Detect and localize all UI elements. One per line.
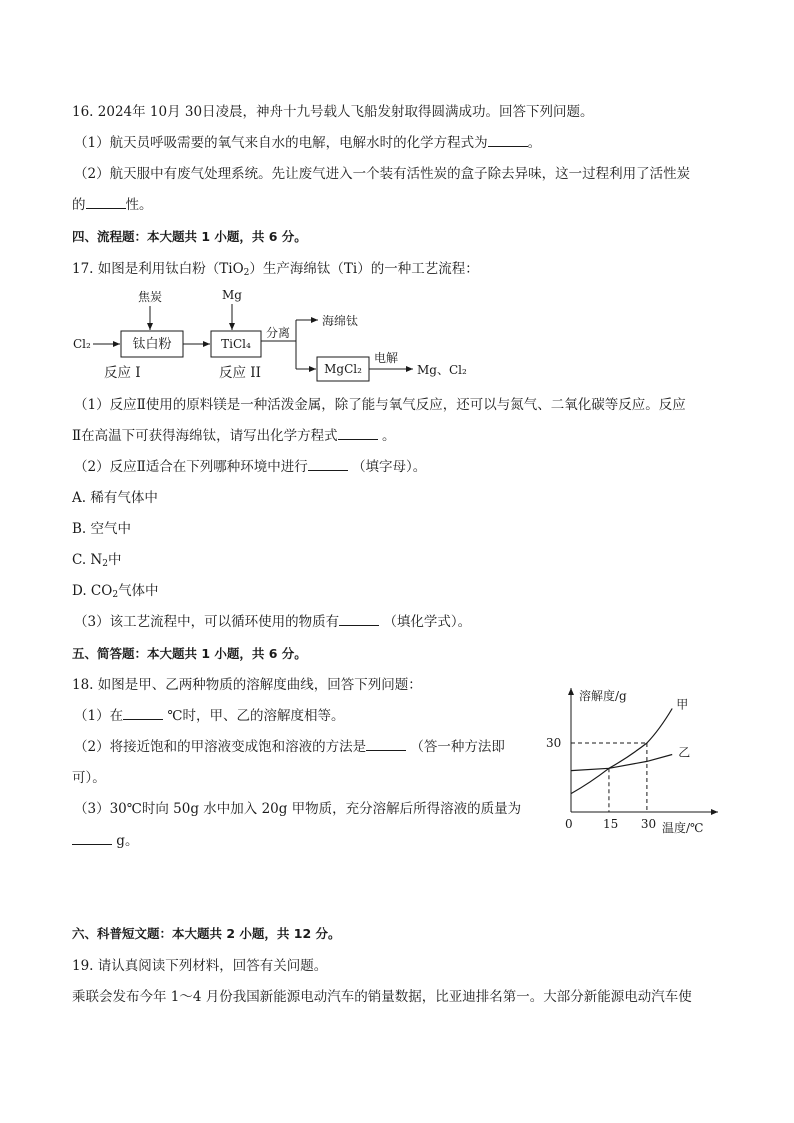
section-5-title: 五、简答题：本大题共 1 小题，共 6 分。	[72, 646, 307, 661]
q17-option-a: A. 稀有气体中	[72, 490, 158, 506]
section-4-title: 四、流程题：本大题共 1 小题，共 6 分。	[72, 229, 307, 244]
flow-box-tio2-label: 钛白粉	[132, 337, 172, 352]
chart-series-1-label: 乙	[678, 745, 691, 760]
answer-blank	[308, 458, 348, 471]
solubility-chart	[540, 680, 730, 840]
chart-y-label: 溶解度/g	[579, 689, 627, 703]
flow-electrolysis: 电解	[373, 351, 399, 365]
q17-part3-end: （填化学式）。	[383, 614, 472, 630]
q17-option-c-sub: 2	[102, 559, 108, 569]
q18-part2	[74, 738, 505, 756]
q18-part3-end: g。	[116, 833, 139, 849]
flow-mg: Mg	[222, 288, 242, 302]
q18-part2-text: （2）将接近饱和的甲溶液变成饱和溶液的方法是	[74, 739, 367, 755]
q19-paragraph: 乘联会发布今年 1～4 月份我国新能源电动汽车的销量数据，比亚迪排名第一。大部分新能源电动汽车使	[72, 989, 692, 1005]
q17-option-c-a: C. N	[72, 552, 103, 568]
answer-blank	[123, 707, 163, 720]
q16-part2-line2	[72, 196, 153, 214]
chart-x-label: 温度/℃	[662, 821, 704, 835]
answer-blank	[366, 738, 406, 751]
q18-part1-end: ℃时，甲、乙的溶解度相等。	[167, 708, 345, 724]
answer-blank	[338, 427, 378, 440]
flow-box-mgcl2-label: MgCl₂	[324, 362, 362, 376]
q17-option-c	[72, 551, 121, 573]
q19-stem: 19. 请认真阅读下列材料，回答有关问题。	[72, 958, 328, 974]
q17-part1-line2	[72, 427, 395, 445]
q18-part2-end: （答一种方法即	[410, 739, 505, 755]
flow-products: Mg、Cl₂	[417, 363, 467, 377]
q18-part3-line2	[72, 832, 138, 850]
chart-x-tick-0: 0	[565, 817, 573, 831]
chart-series-1-line	[571, 755, 672, 771]
chart-x-tick-15: 15	[602, 817, 619, 831]
chart-series-0-label: 甲	[676, 697, 689, 712]
q17-option-d-b: 气体中	[118, 583, 159, 599]
flow-separate: 分离	[265, 326, 291, 340]
q17-part2	[74, 458, 426, 476]
flow-reaction2-label: 反应 II	[219, 365, 261, 381]
q17-part1-end: 。	[381, 428, 396, 444]
q17-part1-text: Ⅱ在高温下可获得海绵钛，请写出化学方程式	[72, 428, 338, 444]
answer-blank	[339, 613, 379, 626]
q17-stem-sub: 2	[243, 268, 250, 278]
answer-blank	[72, 832, 112, 845]
q18-stem: 18. 如图是甲、乙两种物质的溶解度曲线，回答下列问题：	[72, 677, 422, 693]
section-6-title: 六、科普短文题：本大题共 2 小题，共 12 分。	[72, 926, 341, 941]
q16-part1	[74, 134, 541, 152]
q17-part2-text: （2）反应Ⅱ适合在下列哪种环境中进行	[74, 459, 308, 475]
q16-part2-end: 性。	[125, 197, 153, 213]
flow-sponge-ti: 海绵钛	[322, 314, 359, 328]
q17-part3	[74, 613, 471, 631]
q17-stem	[72, 260, 479, 282]
chart-x-tick-30: 30	[640, 817, 657, 831]
flow-coke: 焦炭	[137, 290, 163, 304]
chart-y-tick-30: 30	[546, 736, 562, 750]
chart-series-0-line	[571, 709, 672, 794]
q17-stem-b: ）生产海绵钛（Ti）的一种工艺流程：	[249, 261, 479, 277]
q16-stem: 16. 2024年 10月 30日凌晨，神舟十九号载人飞船发射取得圆满成功。回答下列问题。	[72, 104, 594, 120]
q16-part1-end: 。	[527, 135, 542, 151]
q17-option-c-b: 中	[107, 552, 122, 568]
q16-part2-line1: （2）航天服中有废气处理系统。先让废气进入一个装有活性炭的盒子除去异味，这一过程利用了活性炭	[74, 166, 691, 182]
flow-box-ticl4-label: TiCl₄	[221, 337, 251, 351]
q17-option-b: B. 空气中	[72, 521, 132, 537]
q17-option-d	[72, 582, 159, 604]
q18-part2-line2: 可）。	[72, 770, 106, 786]
q17-option-d-sub: 2	[112, 590, 119, 600]
answer-blank	[488, 134, 528, 147]
q18-part1	[74, 707, 345, 725]
q17-stem-a: 17. 如图是利用钛白粉（TiO	[72, 261, 244, 277]
q17-part3-text: （3）该工艺流程中，可以循环使用的物质有	[74, 614, 340, 630]
q17-option-d-a: D. CO	[72, 583, 113, 599]
q16-part1-text: （1）航天员呼吸需要的氧气来自水的电解，电解水时的化学方程式为	[74, 135, 488, 151]
q16-part2-text: 的	[72, 197, 86, 213]
q18-part3: （3）30℃时向 50g 水中加入 20g 甲物质，充分溶解后所得溶液的质量为	[74, 801, 522, 817]
q17-part1-line1: （1）反应Ⅱ使用的原料镁是一种活泼金属，除了能与氧气反应，还可以与氮气、二氧化碳等反应。反应	[74, 397, 686, 413]
flow-input-cl2: Cl₂	[73, 337, 91, 351]
q17-part2-end: （填字母）。	[352, 459, 427, 475]
flow-reaction1-label: 反应 I	[104, 365, 141, 381]
answer-blank	[86, 196, 126, 209]
q18-part1-text: （1）在	[74, 708, 124, 724]
